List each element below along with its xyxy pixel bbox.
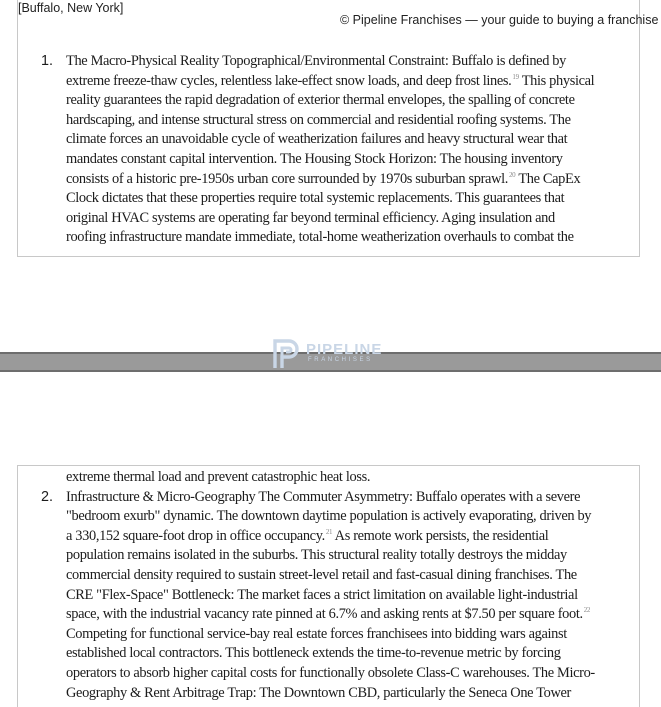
text-line — [66, 507, 591, 527]
text-line — [66, 566, 577, 586]
line-text: mandates constant capital intervention. The Housing Stock Horizon: The housing inventory — [66, 151, 563, 167]
text-line — [66, 72, 594, 92]
text-line — [66, 170, 580, 190]
line-text: extreme thermal load and prevent catastrophic heat loss. — [66, 469, 371, 485]
footnote-ref[interactable]: 22 — [583, 606, 591, 615]
text-line — [66, 625, 567, 645]
text-line — [66, 189, 564, 209]
line-text: hardscaping, and intense structural stress on commercial and residential roofing systems. The — [66, 111, 571, 128]
line-text: operators to absorb higher capital costs for functionally obsolete Class-C warehouses. The Micro- — [66, 665, 595, 681]
line-text: Clock dictates that these properties require total systemic replacements. This guarantees that — [66, 190, 565, 207]
line-text: population remains isolated in the suburbs. This structural reality totally destroys the midday — [66, 547, 567, 564]
line-text: CRE "Flex-Space" Bottleneck: The market faces a strict limitation on available light-industrial — [66, 586, 578, 603]
line-text: space, with the industrial vacancy rate pinned at 6.7% and asking rents at $7.50 per square foot. — [66, 606, 583, 623]
list-number: 2. — [41, 488, 54, 505]
line-text: a 330,152 square-foot drop in office occupancy. — [66, 527, 325, 544]
line-text: original HVAC systems are operating far beyond terminal efficiency. Aging insulation and — [66, 209, 555, 226]
text-line — [66, 527, 548, 547]
logo-subtitle: FRANCHISES — [308, 357, 373, 363]
text-line — [66, 111, 571, 131]
line-text: The Macro-Physical Reality Topographical/Environmental Constraint: Buffalo is defined by — [66, 53, 566, 69]
text-line — [66, 546, 567, 566]
line-text: Infrastructure & Micro-Geography The Commuter Asymmetry: Buffalo operates with a severe — [66, 488, 581, 505]
document-page-1 — [17, 0, 659, 257]
text-line — [66, 91, 575, 111]
line-text: established local contractors. This bottleneck extends the time-to-revenue metric by forcing — [66, 645, 561, 662]
line-text: climate forces an unavoidable cycle of weatherization failures and heavy structural wear that — [66, 131, 568, 148]
line-text: Competing for functional service-bay real estate forces franchisees into bidding wars against — [66, 625, 567, 642]
text-line — [66, 130, 567, 150]
location-header: [Buffalo, New York] — [18, 1, 124, 15]
page-credit: © Pipeline Franchises — your guide to buying a franchise — [340, 13, 659, 27]
line-text-continued: The CapEx — [515, 170, 581, 187]
document-page-2 — [17, 465, 640, 707]
footnote-ref[interactable]: 21 — [325, 527, 333, 536]
list-number: 1. — [41, 53, 54, 69]
text-line — [66, 468, 370, 488]
pipeline-logo — [272, 338, 394, 370]
footnote-ref[interactable]: 20 — [509, 170, 516, 179]
line-text: extreme freeze-thaw cycles, relentless lake-effect snow loads, and deep frost lines. — [66, 72, 512, 89]
footnote-ref[interactable]: 19 — [512, 72, 519, 81]
line-text-continued: This physical — [518, 72, 595, 89]
logo-wordmark: PIPELINE — [306, 341, 383, 358]
line-text: reality guarantees the rapid degradation of exterior thermal envelopes, the spalling of concrete — [66, 92, 575, 109]
text-line — [66, 586, 578, 606]
text-line — [66, 150, 563, 170]
line-text-continued: As remote work persists, the residential — [332, 527, 549, 544]
line-text: consists of a historic pre-1950s urban core surrounded by 1970s suburban sprawl. — [66, 170, 509, 187]
text-line — [66, 228, 574, 248]
text-line — [66, 52, 566, 72]
text-line — [66, 209, 555, 229]
pipeline-mark-icon — [272, 338, 302, 370]
line-text: commercial density required to sustain street-level retail and fast-casual dining franchises. The — [66, 567, 577, 583]
line-text: "bedroom exurb" dynamic. The downtown daytime population is actively evaporating, driven by — [66, 508, 592, 525]
text-line — [66, 684, 571, 704]
text-line — [66, 488, 580, 508]
text-line — [66, 664, 595, 684]
line-text: roofing infrastructure mandate immediate, total-home weatherization overhauls to combat the — [66, 229, 574, 246]
text-line — [66, 605, 590, 625]
text-line — [66, 644, 561, 664]
line-text: Geography & Rent Arbitrage Trap: The Downtown CBD, particularly the Seneca One Tower — [66, 684, 571, 701]
